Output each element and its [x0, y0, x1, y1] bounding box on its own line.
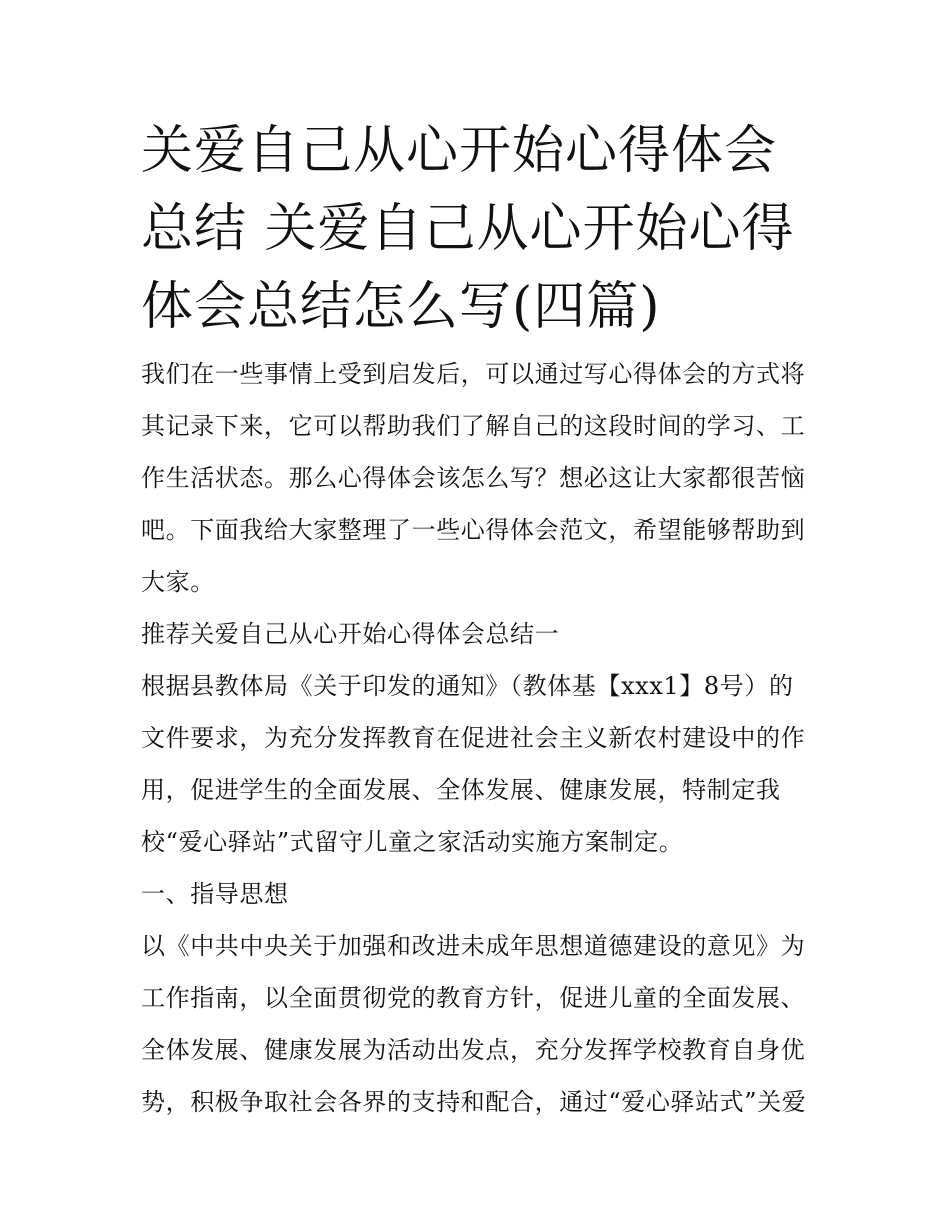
section-heading-recommend: 推荐关爱自己从心开始心得体会总结一: [141, 620, 560, 648]
document-title: 关爱自己从心开始心得体会总结 关爱自己从心开始心得体会总结怎么写(四篇): [141, 121, 795, 337]
guiding-thought-paragraph: 以《中共中央关于加强和改进未成年思想道德建设的意见》为工作指南，以全面贯彻党的教育方针，促进儿童的全面发展、全体发展、健康发展为活动出发点，充分发挥学校教育自身优势，积极争取社会各界的支持和配合，通过“爱心驿站式”关爱: [141, 932, 807, 1116]
section-heading-guiding-thought: 一、指导思想: [141, 880, 289, 908]
notice-paragraph: 根据县教体局《关于印发的通知》（教体基【xxx1】8号）的文件要求，为充分发挥教育在促进社会主义新农村建设中的作用，促进学生的全面发展、全体发展、健康发展，特制定我校“爱心驿站”式留守儿童之家活动实施方案制定。: [141, 672, 806, 856]
intro-paragraph: 我们在一些事情上受到启发后，可以通过写心得体会的方式将其记录下来，它可以帮助我们了解自己的这段时间的学习、工作生活状态。那么心得体会该怎么写？想必这让大家都很苦恼吧。下面我给大家整理了一些心得体会范文，希望能够帮助到大家。: [141, 360, 806, 596]
document-body: [141, 112, 813, 1128]
